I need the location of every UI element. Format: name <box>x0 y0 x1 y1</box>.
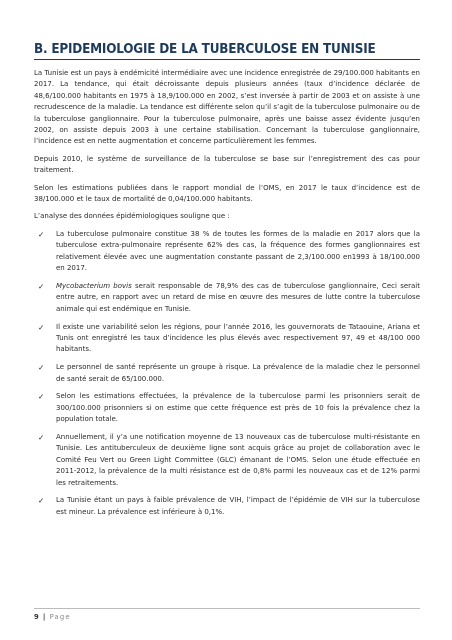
page-number: 9 <box>34 613 39 621</box>
bullet-text: La Tunisie étant un pays à faible prévalence de VIH, l’impact de l’épidémie de VIH sur la tuberculose est mineur. La prévalence est inférieure à 0,1%. <box>56 496 420 516</box>
bullet-list <box>34 229 420 518</box>
checkmark-icon: ✓ <box>38 229 45 239</box>
paragraph-analysis-lead: L’analyse des données épidémiologiques souligne que : <box>34 212 230 221</box>
paragraph-surveillance: Depuis 2010, le système de surveillance de la tuberculose se base sur l’enregistrement des cas pour traitement. <box>34 154 420 175</box>
checkmark-icon: ✓ <box>38 281 45 291</box>
bullet-item <box>34 432 420 489</box>
bullet-item <box>34 362 420 385</box>
bullet-item <box>34 495 420 518</box>
bullet-item <box>34 322 420 356</box>
checkmark-icon: ✓ <box>38 392 45 402</box>
bullet-text: Il existe une variabilité selon les régions, pour l’année 2016, les gouvernorats de Tataouine, Ariana et Tunis ont enregistré les taux d’incidence les plus élevés avec respectivement 97, 49 et 48/100 000 habitants. <box>56 322 420 354</box>
footer-separator: | <box>42 613 46 621</box>
bullet-item <box>34 391 420 425</box>
body-content <box>34 68 420 525</box>
page-label: Page <box>49 613 71 621</box>
page-footer <box>34 608 420 621</box>
bullet-item <box>34 281 420 315</box>
checkmark-icon: ✓ <box>38 432 45 442</box>
paragraph-intro: La Tunisie est un pays à endémicité intermédiaire avec une incidence enregistrée de 29/100.000 habitants en 2017. La tendance, qui était décroissante depuis plusieurs années (taux d’incidence déclarée de 48,6/100.000 habitants en 1975 à 18,9/100.000 en 2002, s’est inversée à partir de 2003 et on assiste à une recrudescence de la maladie. La tendance est différente selon qu’il s’agit de la tuberculose pulmonaire ou de la tuberculose ganglionnaire. Pour la tuberculose pulmonaire, après une baisse assez évidente jusqu’en 2002, on assiste depuis 2003 à une certaine stabilisation. Concernant la tuberculose ganglionnaire, l’incidence est en nette augmentation et concerne particulièrement les femmes. <box>34 69 420 146</box>
checkmark-icon: ✓ <box>38 496 45 506</box>
bullet-item <box>34 229 420 275</box>
section-heading: B. EPIDEMIOLOGIE DE LA TUBERCULOSE EN TUNISIE <box>34 42 376 57</box>
paragraph-oms: Selon les estimations publiées dans le rapport mondial de l’OMS, en 2017 le taux d’incidence est de 38/100.000 et le taux de mortalité de 0,04/100.000 habitants. <box>34 183 420 204</box>
checkmark-icon: ✓ <box>38 363 45 373</box>
bullet-text: Annuellement, il y’a une notification moyenne de 13 nouveaux cas de tuberculose multi-résistante en Tunisie. Les antituberculeux de deuxième ligne sont acquis grâce au projet de collaboration avec le Comité Feu Vert ou Green Light Committee (GLC) émanant de l’OMS. Selon une étude effectuée en 2011-2012, la prévalence de la multi résistance est de 0,8% parmi les nouveaux cas et de 12% parmi les retraitements. <box>56 432 420 487</box>
bullet-text: serait responsable de 78,9% des cas de tuberculose ganglionnaire, Ceci serait entre autre, en rapport avec un retard de mise en œuvre des mesures de lutte contre la tuberculose animale qui est endémique en Tunisie. <box>56 281 420 313</box>
section-heading-block <box>34 42 420 60</box>
checkmark-icon: ✓ <box>38 322 45 332</box>
bullet-italic: Mycobacterium bovis <box>56 281 132 290</box>
bullet-text: Le personnel de santé représente un groupe à risque. La prévalence de la maladie chez le personnel de santé serait de 65/100.000. <box>56 363 420 383</box>
bullet-text: La tuberculose pulmonaire constitue 38 % de toutes les formes de la maladie en 2017 alors que la tuberculose extra-pulmonaire représente 62% des cas, la fréquence des formes ganglionnaires est relativement élevée avec une augmentation constante passant de 2,3/100.000 en1993 à 18/100.000 en 2017. <box>56 229 420 273</box>
bullet-text: Selon les estimations effectuées, la prévalence de la tuberculose parmi les prisonniers serait de 300/100.000 prisonniers si on estime que cette fréquence est près de 10 fois la prévalence chez la population totale. <box>56 392 420 424</box>
